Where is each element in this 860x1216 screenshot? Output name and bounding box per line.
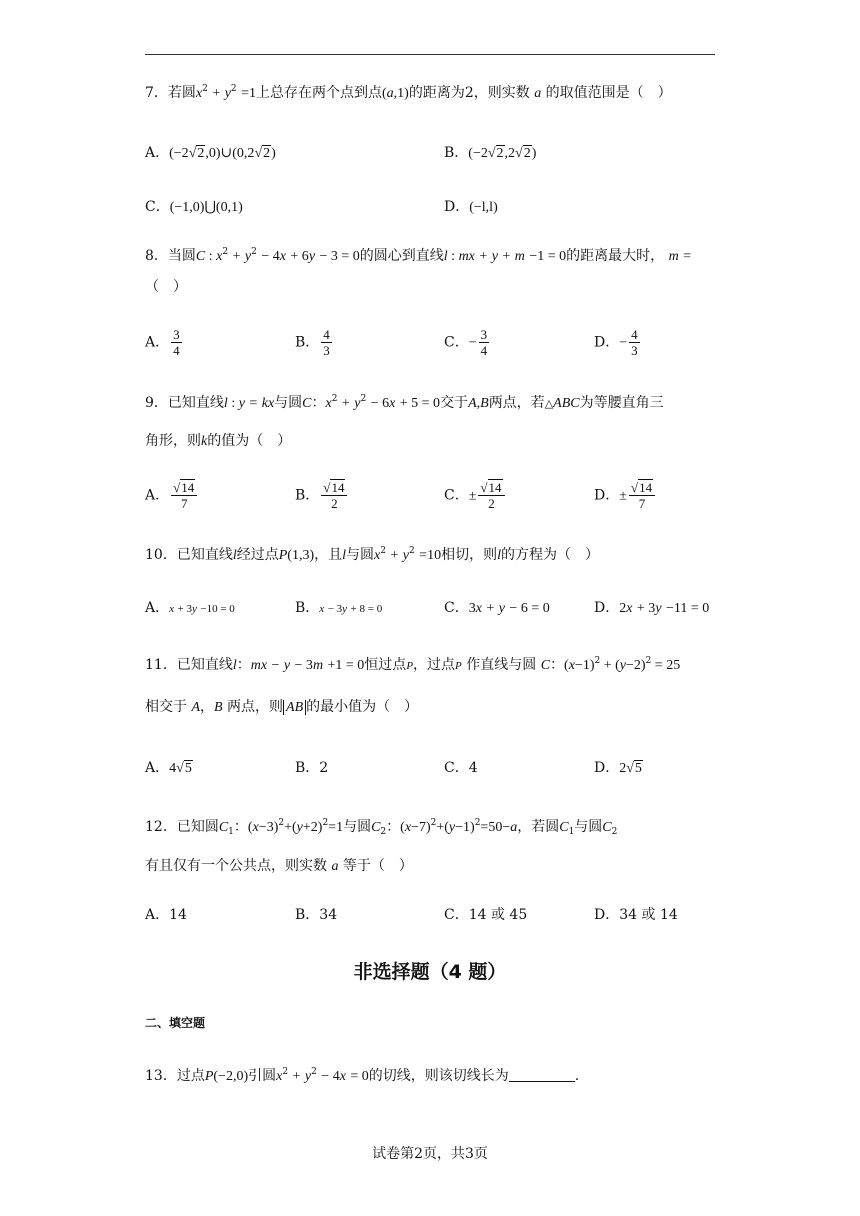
q10-option-b[interactable]: B．x − 3y + 8 = 0 — [295, 600, 383, 616]
question-12-line2: 有且仅有一个公共点，则实数 a 等于（ ） — [145, 858, 413, 874]
question-8-paren: （ ） — [145, 279, 187, 295]
question-11-line2: 相交于 A，B 两点，则 AB 的最小值为（ ） — [145, 699, 419, 715]
q8-option-a[interactable]: A． $\frac{3}{4}$ — [145, 327, 180, 358]
question-9: 9．已知直线l : y = kx与圆C：$x^2 + y^2 - 6x + 5 = 0$交于A,B两点，若△ABC为等腰直角三 — [145, 394, 664, 411]
question-12: 12．已知圆$C_1$：$(x-3)^2+(y+2)^2=1$与圆$C_2$：$(x-7)^2+(y-1)^2=50-a$，若圆$C_1$与圆$C_2$ — [145, 818, 618, 837]
question-number: 8． — [145, 248, 168, 264]
q11-option-c[interactable]: C．4 — [444, 760, 478, 776]
q9-option-d[interactable]: D．± $\frac{√14}{7}$ — [594, 480, 657, 511]
question-9-line2: 角形，则k的值为（ ） — [145, 433, 292, 449]
question-number: 12． — [145, 819, 177, 835]
question-number: 9． — [145, 395, 168, 411]
answer-blank[interactable] — [509, 1067, 575, 1082]
question-number: 13． — [145, 1068, 177, 1084]
section-subheading: 二、填空题 — [145, 1016, 206, 1030]
q12-option-c[interactable]: C．14 或 45 — [444, 907, 528, 923]
q11-option-a[interactable]: A．4√5 — [145, 760, 192, 776]
q12-option-a[interactable]: A．14 — [145, 907, 187, 923]
question-7: 7．若圆$x^2 + y^2 =1$上总存在两个点到点(a,1)的距离为2，则实数 a 的取值范围是（ ） — [145, 84, 672, 101]
q7-option-c[interactable]: C．(−1,0)⋃(0,1) — [145, 199, 243, 215]
q10-option-a[interactable]: A．x + 3y −10 = 0 — [145, 600, 235, 616]
q8-option-b[interactable]: B． $\frac{4}{3}$ — [295, 327, 330, 358]
question-13: 13．过点P(−2,0)引圆$x^2 + y^2 - 4x = 0$的切线，则该切线长为 . — [145, 1067, 580, 1084]
q12-option-d[interactable]: D．34 或 14 — [594, 907, 678, 923]
page-footer: 试卷第2页，共3页 — [372, 1146, 488, 1162]
q8-option-c[interactable]: C．− $\frac{3}{4}$ — [444, 327, 488, 358]
question-8: 8．当圆C : $x^2 + y^2 - 4x + 6y - 3 = 0$的圆心到直线l : mx + y + m −1 = 0的距离最大时， m = — [145, 247, 692, 264]
section-title: 非选择题（4 题） — [353, 961, 507, 983]
q10-option-c[interactable]: C．3x + y − 6 = 0 — [444, 600, 550, 616]
q8-option-d[interactable]: D．− $\frac{4}{3}$ — [594, 327, 638, 358]
q7-option-a[interactable]: A．(−2√2,0)∪(0,2√2) — [145, 145, 276, 161]
q7-option-b[interactable]: B．(−2√2,2√2) — [444, 145, 537, 161]
q11-option-b[interactable]: B．2 — [295, 760, 329, 776]
q12-option-b[interactable]: B．34 — [295, 907, 338, 923]
q9-option-c[interactable]: C．± $\frac{√14}{2}$ — [444, 480, 507, 511]
question-number: 11． — [145, 657, 177, 673]
question-number: 7． — [145, 85, 168, 101]
q7-option-d[interactable]: D．(−l,l) — [444, 199, 498, 215]
q11-option-d[interactable]: D．2√5 — [594, 760, 642, 776]
header-rule — [145, 54, 715, 55]
question-number: 10． — [145, 547, 177, 563]
q9-option-b[interactable]: B． $\frac{√14}{2}$ — [295, 480, 349, 511]
question-10: 10．已知直线l经过点P(1,3)，且l与圆$x^2 + y^2 =10$相切，则l的方程为（ ） — [145, 546, 599, 563]
q9-option-a[interactable]: A． $\frac{√14}{7}$ — [145, 480, 199, 511]
question-11: 11．已知直线l：mx − y − 3m +1 = 0恒过点P，过点P 作直线与圆 C：$(x-1)^2 + (y-2)^2 = 25$ — [145, 656, 681, 673]
q10-option-d[interactable]: D．2x + 3y −11 = 0 — [594, 600, 710, 616]
